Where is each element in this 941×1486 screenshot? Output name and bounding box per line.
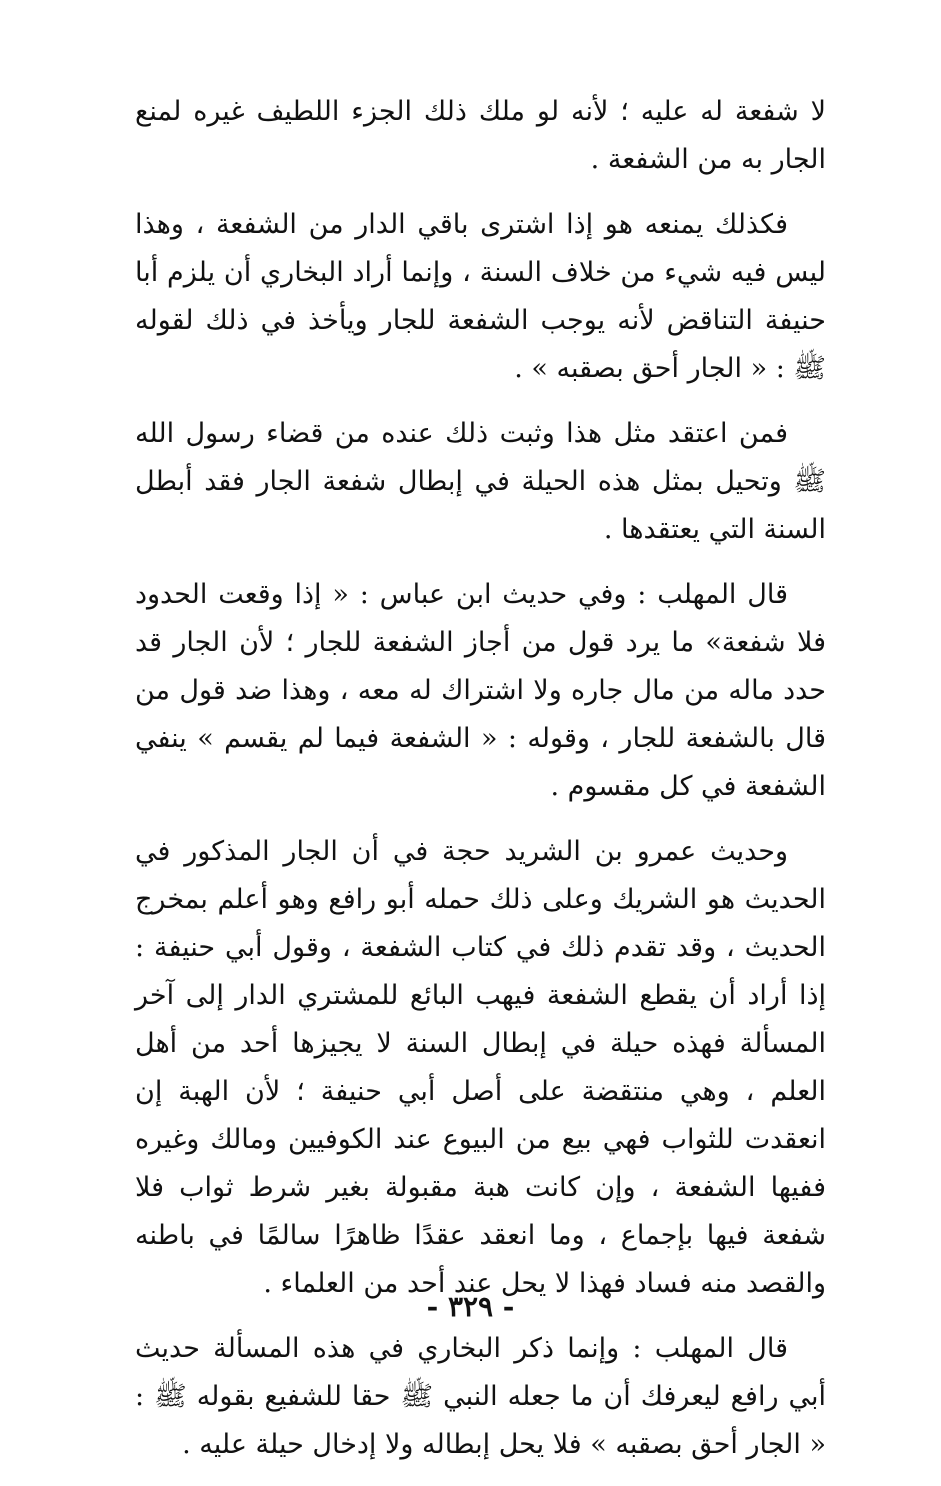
paragraph-2: فكذلك يمنعه هو إذا اشترى باقي الدار من الشفعة ، وهذا ليس فيه شيء من خلاف السنة ، وإنما أراد البخاري أن يلزم أبا حنيفة التناقض لأنه يوجب الشفعة للجار ويأخذ في ذلك لقوله ﷺ : « الجار أحق بصقبه » . [135, 209, 826, 384]
page-number: - ٣٢٩ - [426, 1290, 515, 1323]
paragraph-3: فمن اعتقد مثل هذا وثبت ذلك عنده من قضاء رسول الله ﷺ وتحيل بمثل هذه الحيلة في إبطال شفعة الجار فقد أبطل السنة التي يعتقدها . [135, 418, 826, 545]
paragraph-1: لا شفعة له عليه ؛ لأنه لو ملك ذلك الجزء اللطيف غيره لمنع الجار به من الشفعة . [135, 96, 826, 175]
page-body [135, 88, 826, 1486]
paragraph-6: قال المهلب : وإنما ذكر البخاري في هذه المسألة حديث أبي رافع ليعرفك أن ما جعله النبي ﷺ حقا للشفيع بقوله ﷺ : « الجار أحق بصقبه » فلا يحل إبطاله ولا إدخال حيلة عليه . [135, 1333, 826, 1460]
paragraph-5: وحديث عمرو بن الشريد حجة في أن الجار المذكور في الحديث هو الشريك وعلى ذلك حمله أبو رافع وهو أعلم بمخرج الحديث ، وقد تقدم ذلك في كتاب الشفعة ، وقول أبي حنيفة : إذا أراد أن يقطع الشفعة فيهب البائع للمشتري الدار إلى آخر المسألة فهذه حيلة في إبطال السنة لا يجيزها أحد من أهل العلم ، وهي منتقضة على أصل أبي حنيفة ؛ لأن الهبة إن انعقدت للثواب فهي بيع من البيوع عند الكوفيين ومالك وغيره ففيها الشفعة ، وإن كانت هبة مقبولة بغير شرط ثواب فلا شفعة فيها بإجماع ، وما انعقد عقدًا ظاهرًا سالمًا في باطنه والقصد منه فساد فهذا لا يحل عند أحد من العلماء . [135, 836, 826, 1299]
paragraph-4: قال المهلب : وفي حديث ابن عباس : « إذا وقعت الحدود فلا شفعة» ما يرد قول من أجاز الشفعة للجار ؛ لأن الجار قد حدد ماله من مال جاره ولا اشتراك له معه ، وهذا ضد قول من قال بالشفعة للجار ، وقوله : « الشفعة فيما لم يقسم » ينفي الشفعة في كل مقسوم . [135, 579, 826, 802]
